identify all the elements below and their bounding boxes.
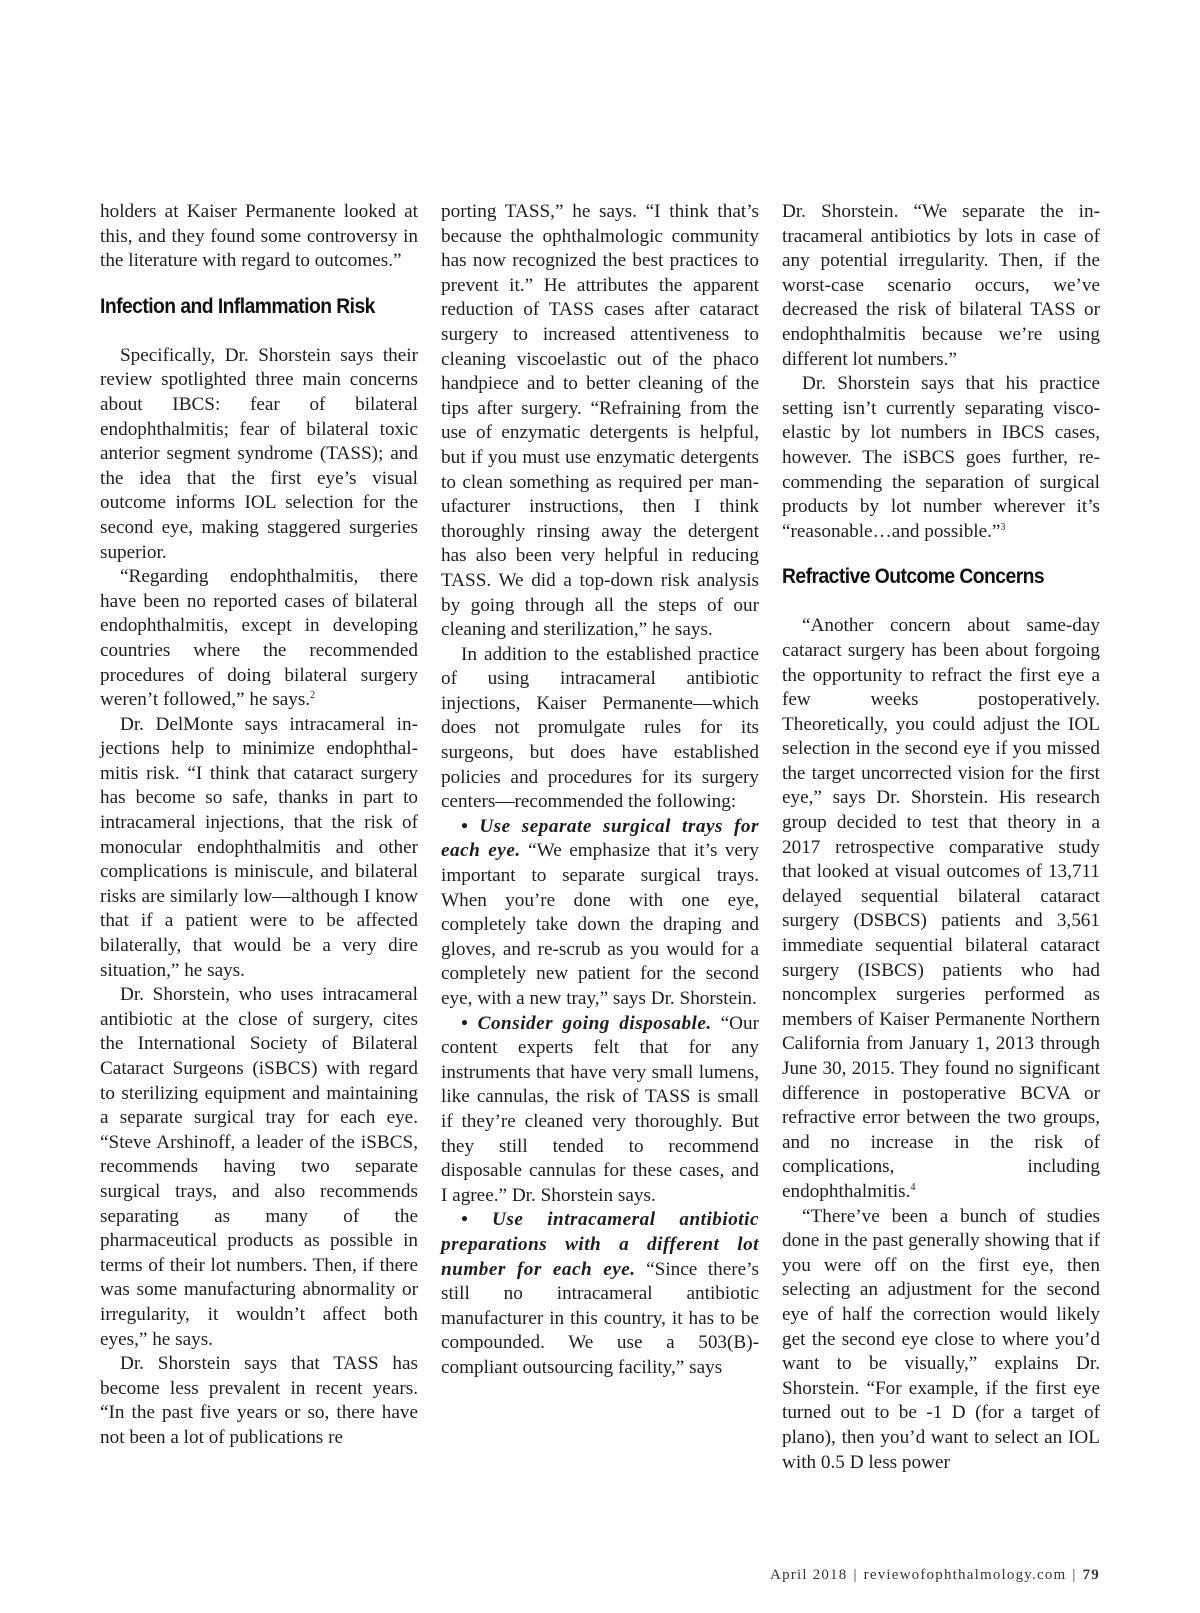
bullet-lead: • Consider going disposable. <box>461 1012 712 1034</box>
bullet-paragraph <box>441 1208 759 1380</box>
section-heading-infection: Infection and Inflammation Risk <box>100 294 375 318</box>
section-heading-refractive: Refractive Outcome Concerns <box>782 565 1045 589</box>
paragraph: Dr. Shorstein, who uses intracameral antibiotic at the close of surgery, cites the International Society of Bilateral Cataract Surgeons (iSBCS) with regard to sterilizing equipment and maintaining a separate surgical tray for each eye. “Steve Arshinoff, a leader of the iSBCS, recommends having two separate surgical trays, and also recommends separating as many of the pharmaceutical products as possible in terms of their lot numbers. Then, if there was some manufacturing abnormality or irregularity, it wouldn’t affect both eyes,” he says. <box>100 984 418 1350</box>
page-footer <box>600 1567 1100 1584</box>
bullet-text: “We emphasize that it’s very important to separate surgical trays. When you’re done with one eye, completely take down the draping and gloves, and re-scrub as you would for a completely new patient for the second eye, with a new tray,” says Dr. Shorstein. <box>441 840 759 1009</box>
bullet-lead: • Use intracameral antibiotic preparations with a different lot number for each eye. <box>441 1209 759 1280</box>
bullet-text: “Since there’s still no intracameral antibiotic manufacturer in this country, it has to be compounded. We use a 503(B)-compliant outsourcing facility,” says <box>441 1258 759 1378</box>
text-column-3 <box>782 200 1100 1475</box>
website: reviewofophthalmology.com <box>863 1567 1067 1583</box>
paragraph: Dr. DelMonte says intracameral injections help to minimize endophthalmitis risk. “I think that cataract surgery has become so safe, thanks in part to intracameral injections, that the risk of monocular endophthalmitis and other complications is miniscule, and bilateral risks are similarly low—although I know that if a patient were to be affected bilaterally, that would be a very dire situation,” he says. <box>100 713 418 981</box>
text-column-2 <box>441 200 759 1381</box>
paragraph: Dr. Shorstein. “We separate the intracameral antibiotics by lots in case of any potential irregularity. Then, if the worst-case scenario occurs, we’ve decreased the risk of bilateral TASS or endophthalmitis because we’re using different lot numbers.” <box>782 201 1100 370</box>
paragraph: In addition to the established practice of using intracameral antibiotic injections, Kaiser Permanente—which does not promulgate rules for its surgeons, but does have established policies and procedures for its surgery centers—recommended the following: <box>441 643 759 813</box>
paragraph: Dr. Shorstein says that TASS has become less prevalent in recent years. “In the past five years or so, there have not been a lot of publications re <box>100 1353 418 1448</box>
page-number: 79 <box>1082 1567 1100 1583</box>
bullet-lead: • Use separate surgical trays for each eye. <box>441 815 759 862</box>
paragraph: “There’ve been a bunch of studies done in the past generally showing that if you were off on the first eye, then selecting an adjustment for the second eye of half the correction would likely get the second eye close to where you’d want to be visually,” explains Dr. Shorstein. “For example, if the first eye turned out to be -1 D (for a target of plano), then you’d want to select an IOL with 0.5 D less power <box>782 1205 1100 1473</box>
bullet-paragraph <box>441 815 759 1012</box>
paragraph: porting TASS,” he says. “I think that’s because the ophthalmologic community has now recognized the best practices to prevent it.” He attributes the apparent reduction of TASS cases after cataract surgery to increased attentiveness to cleaning viscoelastic out of the phaco handpiece and to better cleaning of the tips after surgery. “Refraining from the use of enzymatic detergents is helpful, but if you must use enzymatic detergents to clean something as required per manufacturer instructions, then I think thoroughly rinsing away the detergent has also been very helpful in reducing TASS. We did a top-down risk analysis by going through all the steps of our cleaning and sterilization,” he says. <box>441 201 759 641</box>
paragraph-text: “Regarding endophthalmitis, there have been no reported cases of bilateral endophthalmitis, except in developing countries where the recommended procedures of doing bilateral surgery weren’t followed,” he says. <box>100 566 418 711</box>
bullet-paragraph <box>441 1012 759 1209</box>
paragraph <box>782 614 1100 1204</box>
paragraph-text: “Another concern about same-day cataract surgery has been about forgoing the opportunity to refract the first eye a few weeks postoperatively. Theoretically, you could adjust the IOL selection in the second eye if you missed the target uncorrected vision for the first eye,” says Dr. Shorstein. His research group decided to test that theory in a 2017 retrospective comparative study that looked at visual outcomes of 13,711 delayed sequential bilateral cataract surgery (DSBCS) patients and 3,561 immediate sequential bilateral cataract surgery (ISBCS) patients who had noncomplex surgeries performed as members of Kaiser Permanente Northern California from January 1, 2013 through June 30, 2015. They found no significant difference in postoperative BCVA or refractive error between the two groups, and no increase in the risk of complications, including endophthalmitis. <box>782 615 1100 1202</box>
footer-separator: | <box>1072 1567 1077 1583</box>
paragraph: holders at Kaiser Permanente looked at this, and they found some controversy in the literature with regard to outcomes.” <box>100 201 418 272</box>
issue-date: April 2018 <box>770 1567 848 1583</box>
reference-superscript: 3 <box>1000 521 1006 533</box>
paragraph <box>100 565 418 713</box>
reference-superscript: 4 <box>910 1181 916 1193</box>
paragraph: Specifically, Dr. Shorstein says their review spotlighted three main concerns about IBCS: fear of bilateral endophthalmitis; fear of bilateral toxic anterior segment syndrome (TASS); and the idea that the first eye’s visual outcome informs IOL selection for the second eye, making staggered surgeries superior. <box>100 344 418 563</box>
reference-superscript: 2 <box>310 690 316 702</box>
footer-separator: | <box>853 1567 858 1583</box>
paragraph <box>782 372 1100 544</box>
paragraph-text: Dr. Shorstein says that his practice setting isn’t currently separating viscoelastic by lot numbers in IBCS cases, however. The iSBCS goes further, recommending the separation of surgical products by lot number wherever it’s “reasonable…and possible.” <box>782 373 1100 542</box>
bullet-text: “Our content experts felt that for any instruments that have very small lumens, like cannulas, the risk of TASS is small if they’re cleaned very thoroughly. But they still tended to recommend disposable cannulas for these cases, and I agree.” Dr. Shorstein says. <box>441 1012 759 1206</box>
text-column-1 <box>100 200 418 1451</box>
